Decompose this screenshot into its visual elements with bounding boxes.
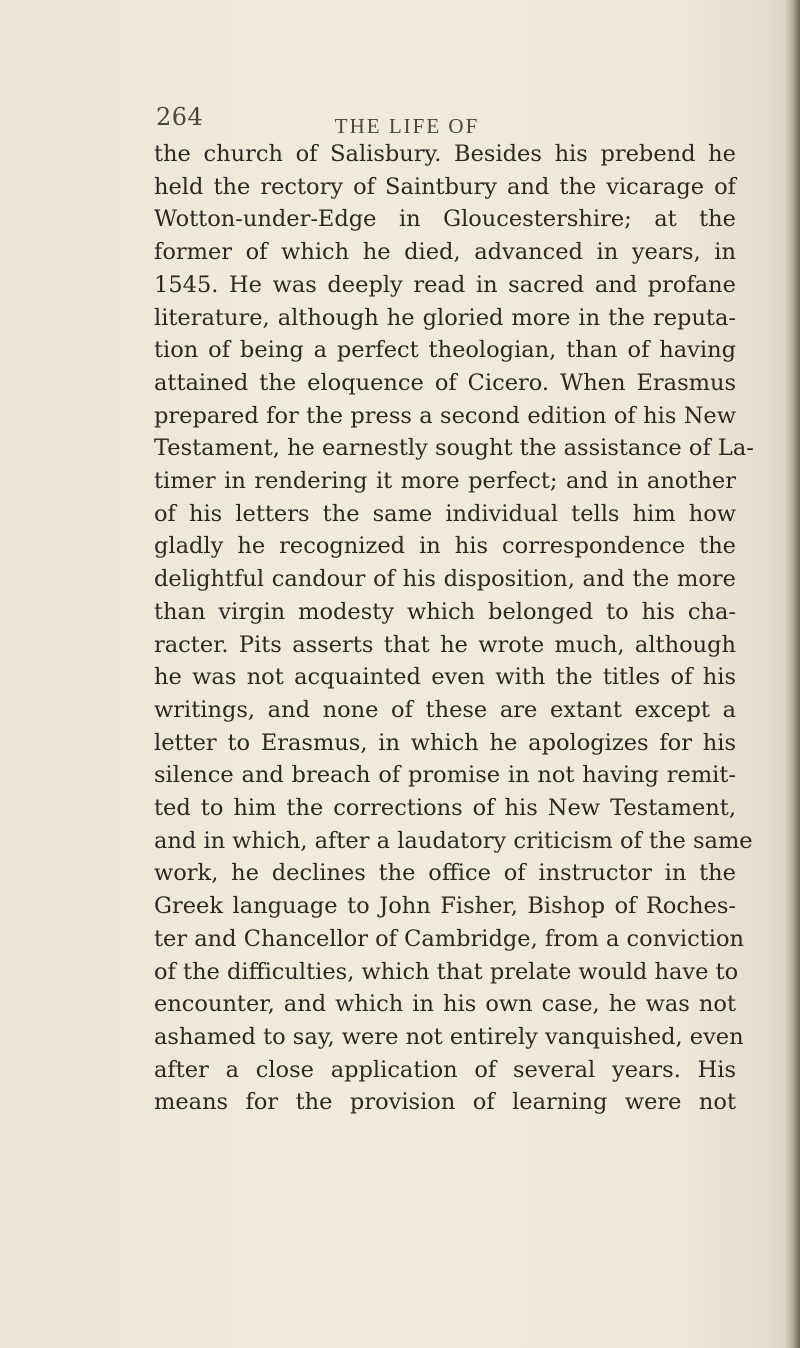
text-line: encounter, and which in his own case, he was not [154,991,736,1018]
page-number: 264 [156,103,204,131]
text-line: tion of being a perfect theologian, than of having [154,337,736,364]
text-line: work, he declines the office of instructor in the [154,860,736,887]
text-line: racter. Pits asserts that he wrote much, although [154,631,736,658]
running-head: THE LIFE OF [334,114,480,138]
text-line: prepared for the press a second edition of his New [154,402,736,429]
text-line: held the rectory of Saintbury and the vicarage of [154,173,736,200]
text-line: literature, although he gloried more in the reputa- [154,304,736,331]
text-line: after a close application of several years. His [154,1056,736,1083]
text-line: 1545. He was deeply read in sacred and profane [154,271,736,298]
text-line: than virgin modesty which belonged to his cha- [154,598,736,625]
text-line: means for the provision of learning were not [154,1089,736,1116]
text-line: and in which, after a laudatory criticism of the same [154,827,753,854]
text-line: timer in rendering it more perfect; and in another [154,468,736,495]
text-line: silence and breach of promise in not having remit- [154,762,736,789]
text-line: ter and Chancellor of Cambridge, from a conviction [154,925,744,952]
text-line: ashamed to say, were not entirely vanquished, even [154,1023,744,1050]
body-text [154,138,754,1119]
page-edge-shadow [786,0,800,1348]
text-line: delightful candour of his disposition, and the more [154,566,736,593]
text-line: letter to Erasmus, in which he apologizes for his [154,729,736,756]
text-line: he was not acquainted even with the titles of his [154,664,736,691]
text-line: Testament, he earnestly sought the assistance of La- [154,435,754,462]
text-line: ted to him the corrections of his New Testament, [154,795,736,822]
text-line: former of which he died, advanced in years, in [154,239,736,266]
text-line: Greek language to John Fisher, Bishop of Roches- [154,893,736,920]
text-line: writings, and none of these are extant except a [154,696,736,723]
text-line: Wotton-under-Edge in Gloucestershire; at the [154,206,736,233]
text-line: of the difficulties, which that prelate would have to [154,958,739,985]
text-line: attained the eloquence of Cicero. When Erasmus [154,369,736,396]
text-line: the church of Salisbury. Besides his prebend he [154,141,736,167]
text-line: gladly he recognized in his correspondence the [154,533,736,560]
text-line: of his letters the same individual tells him how [154,500,736,527]
